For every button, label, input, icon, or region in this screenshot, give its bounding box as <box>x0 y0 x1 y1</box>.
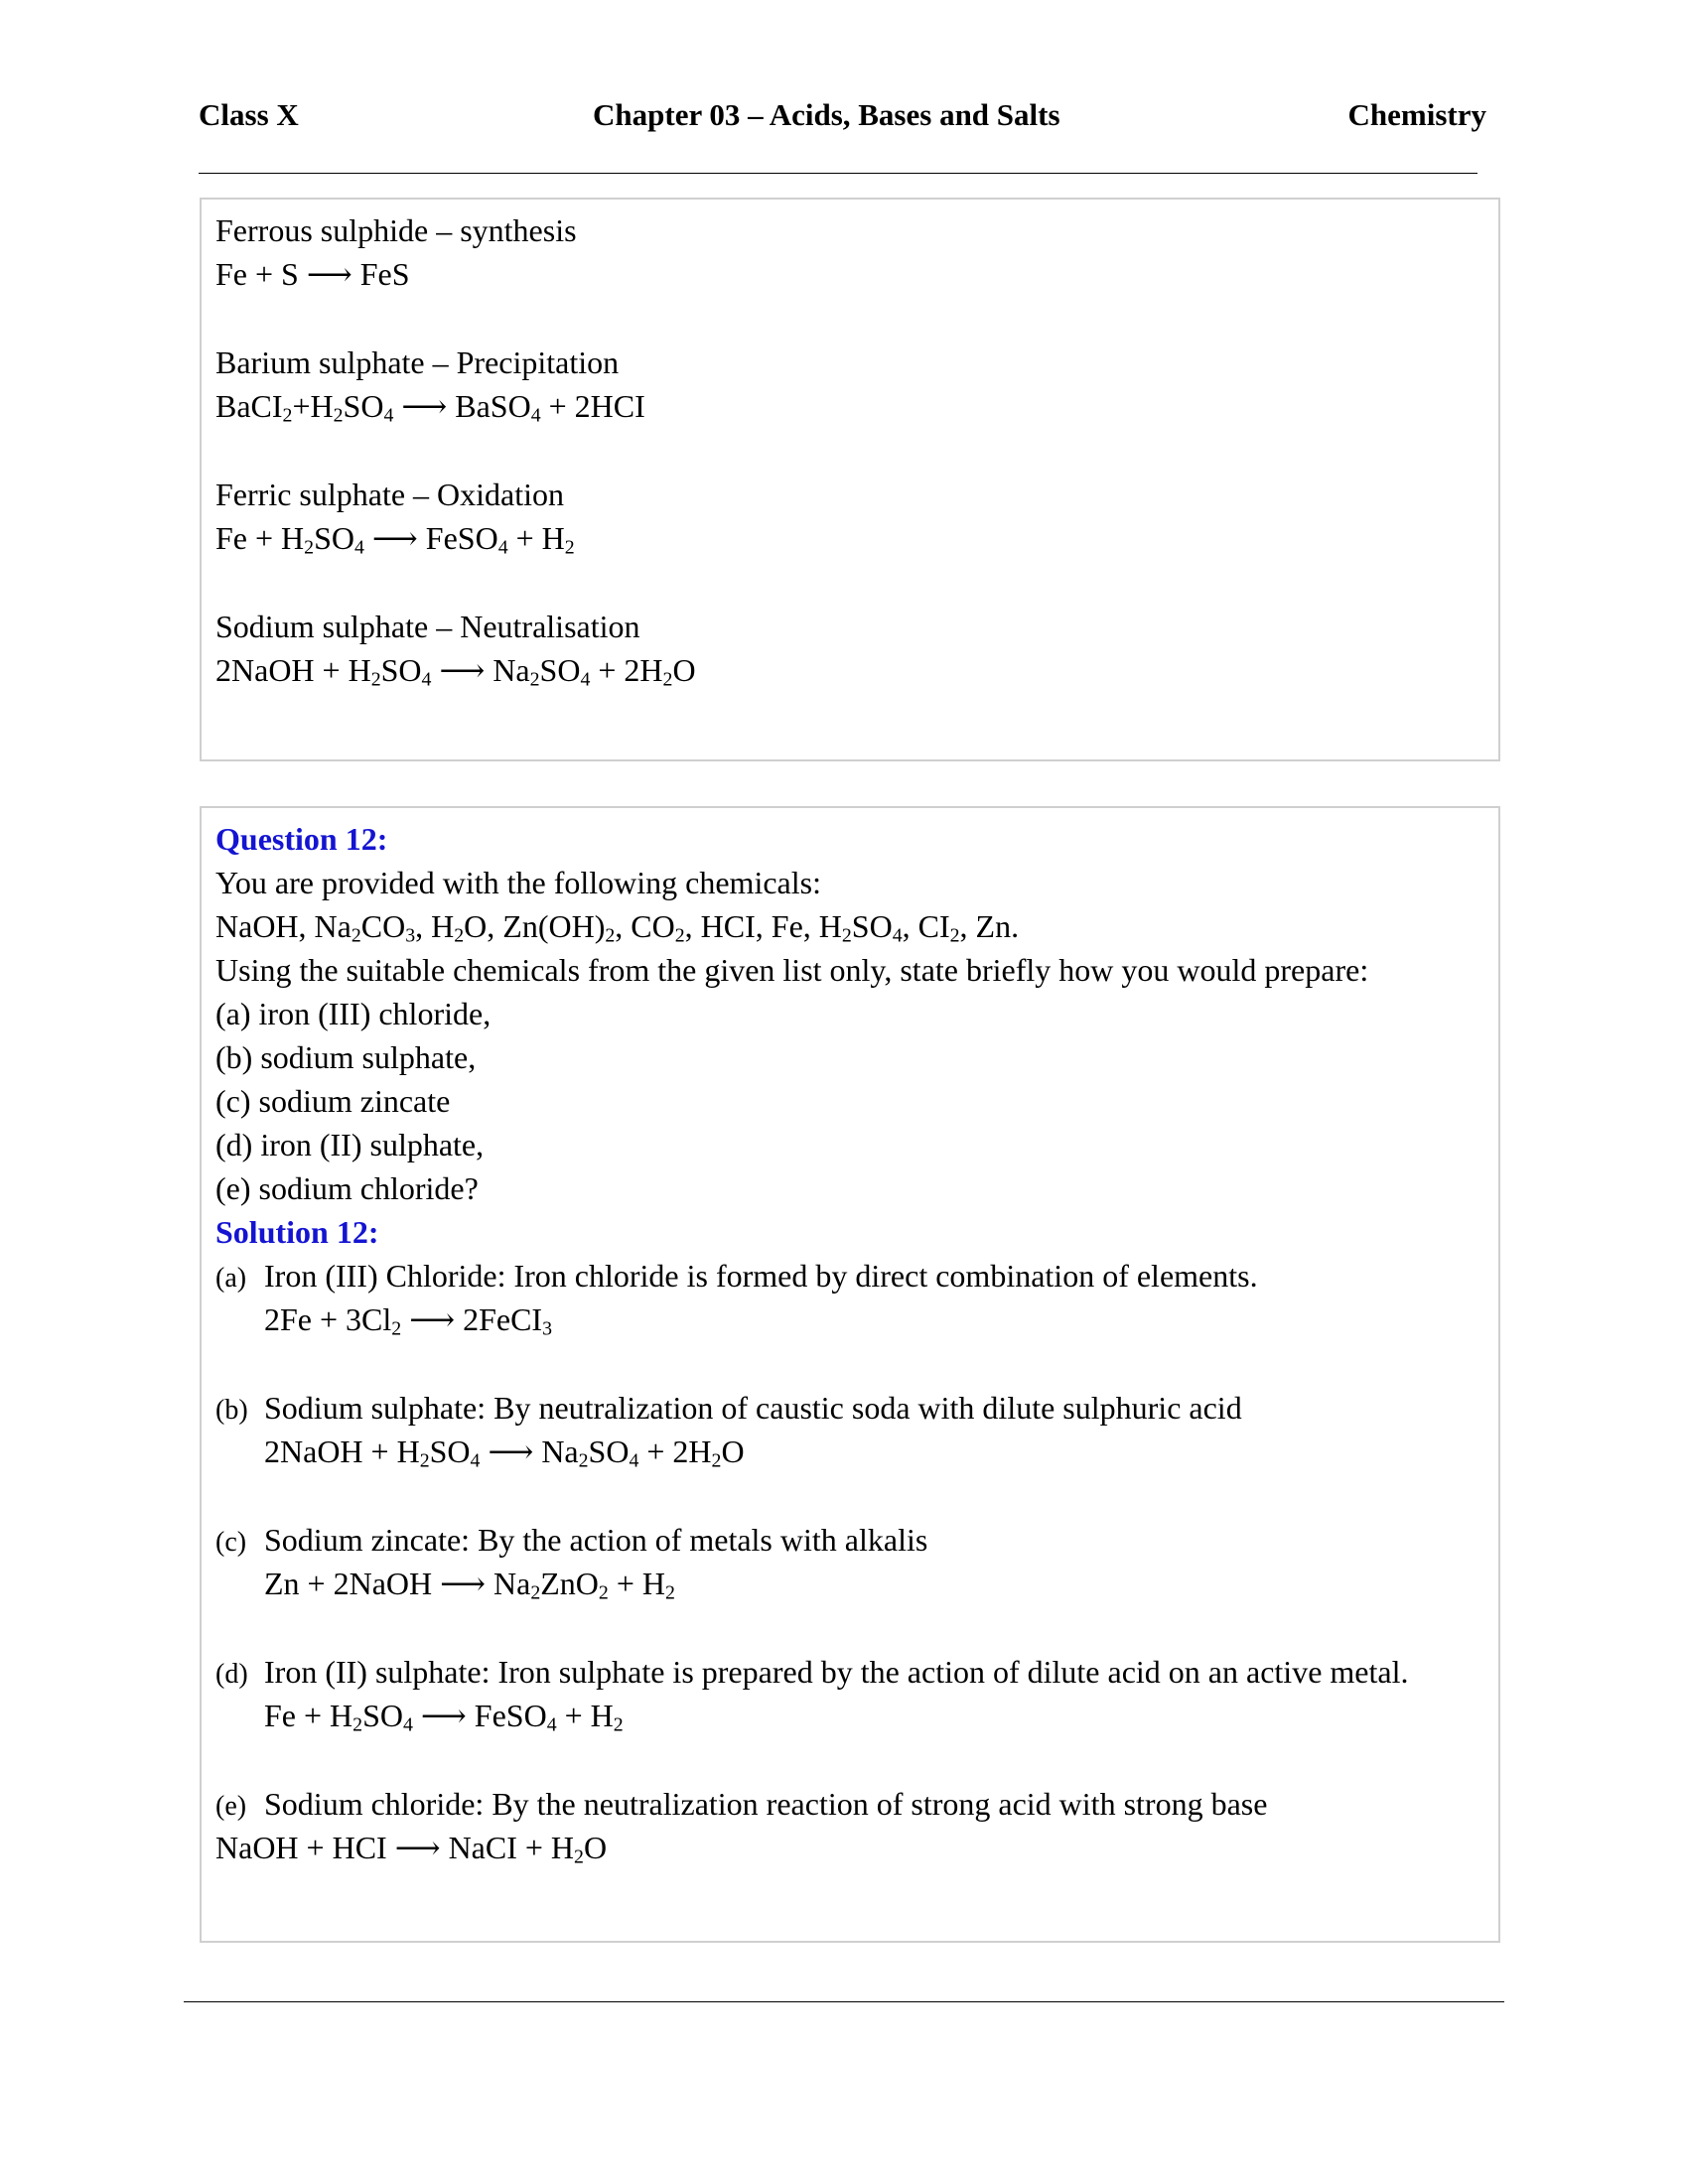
reaction-equation: $Fe + H_2SO_4$ ⟶ FeSO$_4$ + $H_2$ <box>215 520 575 559</box>
solution-tag: (c) <box>215 1527 247 1558</box>
solution-text: Iron (III) Chloride: Iron chloride is formed by direct combination of elements. <box>264 1258 1258 1294</box>
solution-equation: 2NaOH + $H_2SO_4$ ⟶ $Na_2SO_4 + 2H_2O$ <box>264 1433 745 1472</box>
question-intro: You are provided with the following chemicals: <box>215 865 821 900</box>
solution-item <box>215 1256 1258 1298</box>
page-header <box>199 97 1486 147</box>
solution-label: Solution 12: <box>215 1214 379 1250</box>
question-part: (a) iron (III) chloride, <box>215 996 492 1031</box>
question-box <box>200 806 1500 1943</box>
chemicals-list: NaOH, $Na_2CO_3$, $H_2O$, $Zn(OH)_2$, $CO_2$, HCI, Fe, $H_2SO_4$, $CI_2$, Zn. <box>215 908 1020 947</box>
question-part: (b) sodium sulphate, <box>215 1039 477 1075</box>
reaction-title: Sodium sulphate – Neutralisation <box>215 609 640 644</box>
solution-equation: Zn + 2NaOH ⟶ $Na_2ZnO_2 + H_2$ <box>264 1566 675 1604</box>
solution-tag: (d) <box>215 1659 248 1690</box>
reaction-equation: Fe + S ⟶ FeS <box>215 256 410 292</box>
solution-item <box>215 1784 1267 1827</box>
reaction-title: Barium sulphate – Precipitation <box>215 344 620 380</box>
question-label: Question 12: <box>215 821 388 857</box>
reaction-equation: $BaCI_2+H_2SO_4$ ⟶ BaSO$_4$ + 2HCI <box>215 388 645 427</box>
solution-equation: $Fe + H_2SO_4$ ⟶ FeSO$_4$ + $H_2$ <box>264 1698 624 1736</box>
solution-tag: (b) <box>215 1395 248 1426</box>
question-part: (c) sodium zincate <box>215 1083 451 1119</box>
question-prompt: Using the suitable chemicals from the given list only, state briefly how you would prepare: <box>215 952 1369 988</box>
solution-item <box>215 1520 927 1563</box>
solution-tag: (a) <box>215 1263 247 1294</box>
footer-divider <box>184 2001 1504 2002</box>
header-divider <box>199 173 1477 174</box>
solution-equation: NaOH + HCI ⟶ NaCI + $H_2O$ <box>215 1830 608 1868</box>
solution-item <box>215 1652 1408 1695</box>
solution-text: Sodium sulphate: By neutralization of caustic soda with dilute sulphuric acid <box>264 1390 1242 1426</box>
question-part: (d) iron (II) sulphate, <box>215 1127 485 1162</box>
header-chapter-title: Chapter 03 – Acids, Bases and Salts <box>593 97 1060 132</box>
solution-tag: (e) <box>215 1791 247 1822</box>
header-class: Class X <box>199 97 299 132</box>
question-part: (e) sodium chloride? <box>215 1170 479 1206</box>
solution-equation: $2Fe + 3Cl_2$ ⟶ 2FeCI$_3$ <box>264 1301 552 1340</box>
reaction-title: Ferrous sulphide – synthesis <box>215 212 577 248</box>
solution-text: Iron (II) sulphate: Iron sulphate is prepared by the action of dilute acid on an active metal. <box>264 1654 1409 1690</box>
solution-text: Sodium zincate: By the action of metals with alkalis <box>264 1522 928 1558</box>
header-subject: Chemistry <box>1347 97 1486 132</box>
solution-item <box>215 1388 1242 1431</box>
solution-text: Sodium chloride: By the neutralization reaction of strong acid with strong base <box>264 1786 1268 1822</box>
reaction-equation: 2NaOH + $H_2SO_4$ ⟶ $Na_2SO_4 + 2H_2O$ <box>215 652 696 691</box>
reaction-title: Ferric sulphate – Oxidation <box>215 477 565 512</box>
reactions-box <box>200 198 1500 761</box>
